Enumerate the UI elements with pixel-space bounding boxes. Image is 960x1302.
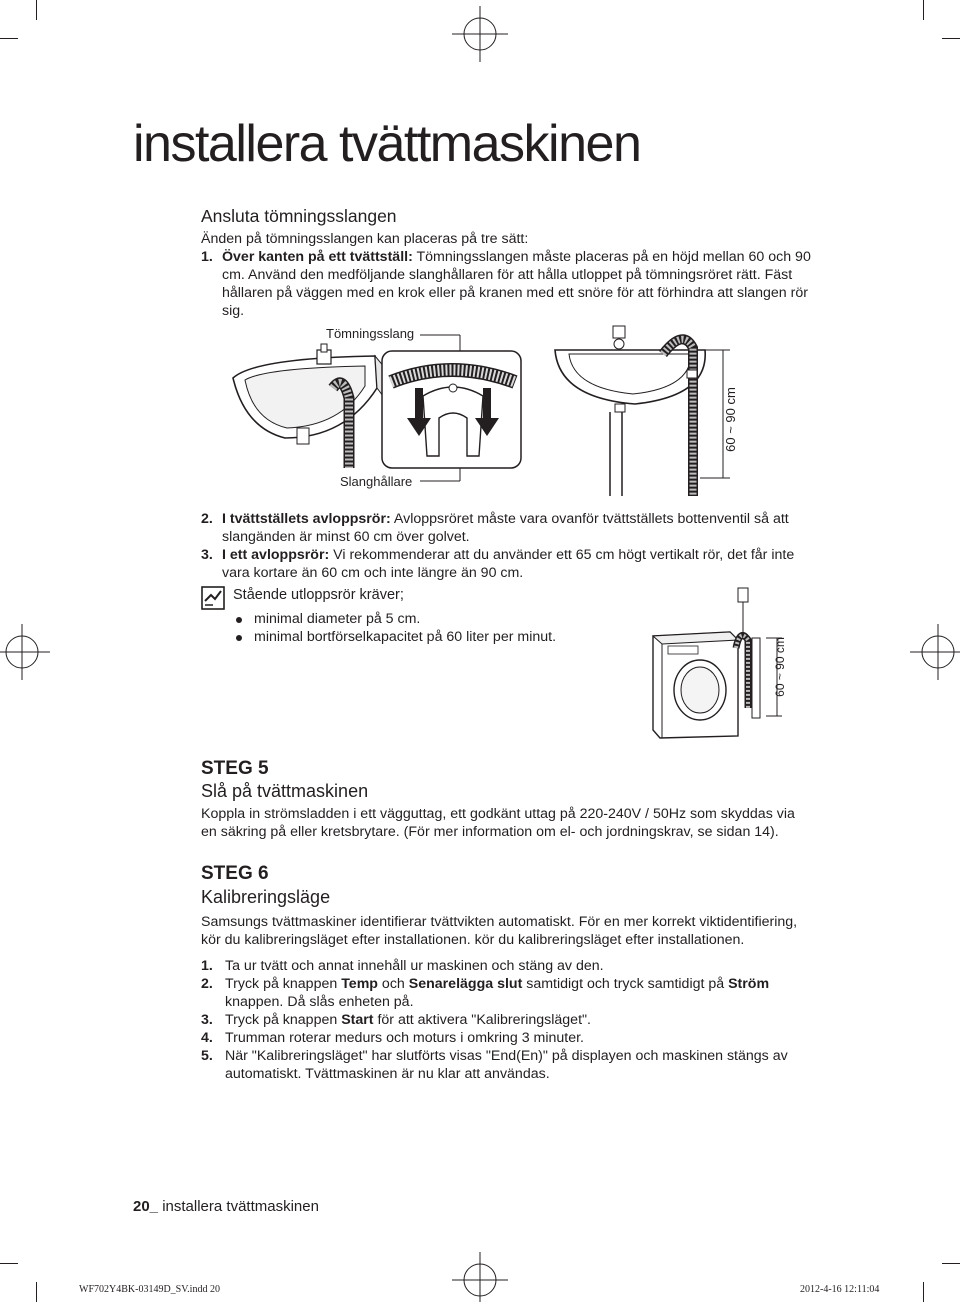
label-height-range: 60 ~ 90 cm	[772, 637, 787, 697]
crop-mark	[36, 0, 37, 20]
item1-bold: Över kanten på ett tvättställ:	[222, 249, 413, 265]
power-button-ref: Ström	[728, 976, 770, 992]
item2-text: Avloppsröret måste vara ovanför tvättställets bottenventil så att	[390, 511, 789, 527]
item3-line1	[222, 547, 794, 565]
step5-subheading: Slå på tvättmaskinen	[201, 781, 369, 801]
page-footer	[133, 1198, 319, 1215]
item3-text: Vi rekommenderar att du använder ett 65 cm högt vertikalt rör, det får inte	[329, 547, 795, 563]
note-bullet: minimal diameter på 5 cm.	[254, 611, 421, 627]
crop-mark	[923, 1282, 924, 1302]
text: för att aktivera "Kalibreringsläget".	[373, 1012, 591, 1028]
drain-intro: Änden på tömningsslangen kan placeras på tre sätt:	[201, 231, 529, 247]
step6-item4: Trumman roterar medurs och moturs i omkring 3 minuter.	[225, 1030, 585, 1046]
item2-line2: slangänden är minst 60 cm över golvet.	[222, 529, 470, 545]
step6-item1: Ta ur tvätt och annat innehåll ur maskinen och stäng av den.	[225, 958, 604, 974]
step6-item5-line2: automatiskt. Tvättmaskinen är nu klar att användas.	[225, 1066, 550, 1082]
delay-end-button-ref: Senarelägga slut	[408, 976, 523, 992]
step6-item2-line1	[225, 976, 769, 994]
step6-item5-line1: När "Kalibreringsläget" har slutförts visas "End(En)" på displayen och maskinen stängs av	[225, 1048, 788, 1064]
section-heading-drain: Ansluta tömningsslangen	[201, 206, 397, 226]
text: Tryck på knappen	[225, 1012, 342, 1028]
step6-subheading: Kalibreringsläge	[201, 887, 331, 907]
footer-section: installera tvättmaskinen	[158, 1198, 319, 1215]
item2-line1	[222, 511, 789, 529]
item2-bold: I tvättställets avloppsrör:	[222, 511, 391, 527]
print-slug-file: WF702Y4BK-03149D_SV.indd 20	[79, 1284, 220, 1295]
crop-mark	[0, 38, 18, 39]
step5-line2: en säkring på eller kretsbrytare. (För mer information om el- och jordningskrav, se sidan 14).	[201, 824, 779, 840]
note-title: Stående utloppsrör kräver;	[233, 587, 404, 603]
crop-mark	[923, 0, 924, 20]
text: Tryck på knappen	[225, 976, 342, 992]
bullet	[236, 635, 242, 641]
text: samtidigt och tryck samtidigt på	[522, 976, 729, 992]
label-hose-holder: Slanghållare	[340, 474, 413, 489]
crop-mark	[0, 1263, 18, 1264]
item3-line2: vara kortare än 60 cm och inte längre än 90 cm.	[222, 565, 524, 581]
item-number: 1.	[201, 249, 213, 265]
registration-mark-right	[910, 624, 960, 680]
step-number: 4.	[201, 1030, 213, 1046]
item1-text: Tömningsslangen måste placeras på en höjd mellan 60 och 90	[412, 249, 811, 265]
step-number: 5.	[201, 1048, 213, 1064]
step5-heading: STEG 5	[201, 758, 269, 779]
note-bullet: minimal bortförselkapacitet på 60 liter per minut.	[254, 629, 557, 645]
step5-line1: Koppla in strömsladden i ett vägguttag, ett godkänt uttag på 220-240V / 50Hz som skyddas via	[201, 806, 795, 822]
crop-mark	[942, 38, 960, 39]
registration-mark-top	[452, 6, 508, 62]
page-title: installera tvättmaskinen	[133, 115, 641, 173]
step6-heading: STEG 6	[201, 863, 269, 884]
item1-line4: sig.	[222, 303, 245, 319]
registration-mark-left	[0, 624, 50, 680]
print-slug-date: 2012-4-16 12:11:04	[800, 1284, 880, 1295]
note-icon	[201, 586, 225, 610]
item-number: 2.	[201, 511, 213, 527]
step-number: 3.	[201, 1012, 213, 1028]
sink-hose-illustration	[225, 318, 765, 498]
item-number: 3.	[201, 547, 213, 563]
step-number: 1.	[201, 958, 213, 974]
label-drain-hose: Tömningsslang	[326, 326, 415, 341]
crop-mark	[36, 1282, 37, 1302]
step6-item3	[225, 1012, 591, 1030]
page-number: 20_	[133, 1198, 159, 1215]
label-height-range: 60 ~ 90 cm	[722, 387, 738, 452]
start-button-ref: Start	[341, 1012, 374, 1028]
step6-intro-line1: Samsungs tvättmaskiner identifierar tvättvikten automatiskt. För en mer korrekt viktidentifiering,	[201, 914, 798, 930]
item1-line1	[222, 249, 811, 267]
item1-line3: hållaren på väggen med en krok eller på kranen med ett snöre för att förhindra att slangen rör	[222, 285, 808, 301]
step6-item2-line2: knappen. Då slås enheten på.	[225, 994, 414, 1010]
step6-intro-line2: kör du kalibreringsläget efter installationen. kör du kalibreringsläget efter installationen.	[201, 932, 745, 948]
temp-button-ref: Temp	[341, 976, 378, 992]
registration-mark-bottom	[452, 1252, 508, 1302]
step-number: 2.	[201, 976, 213, 992]
text: och	[377, 976, 409, 992]
item1-line2: cm. Använd den medföljande slanghållaren för att hålla utloppet på tömningsröret rätt. Fäst	[222, 267, 793, 283]
item3-bold: I ett avloppsrör:	[222, 547, 330, 563]
crop-mark	[942, 1263, 960, 1264]
bullet	[236, 617, 242, 623]
